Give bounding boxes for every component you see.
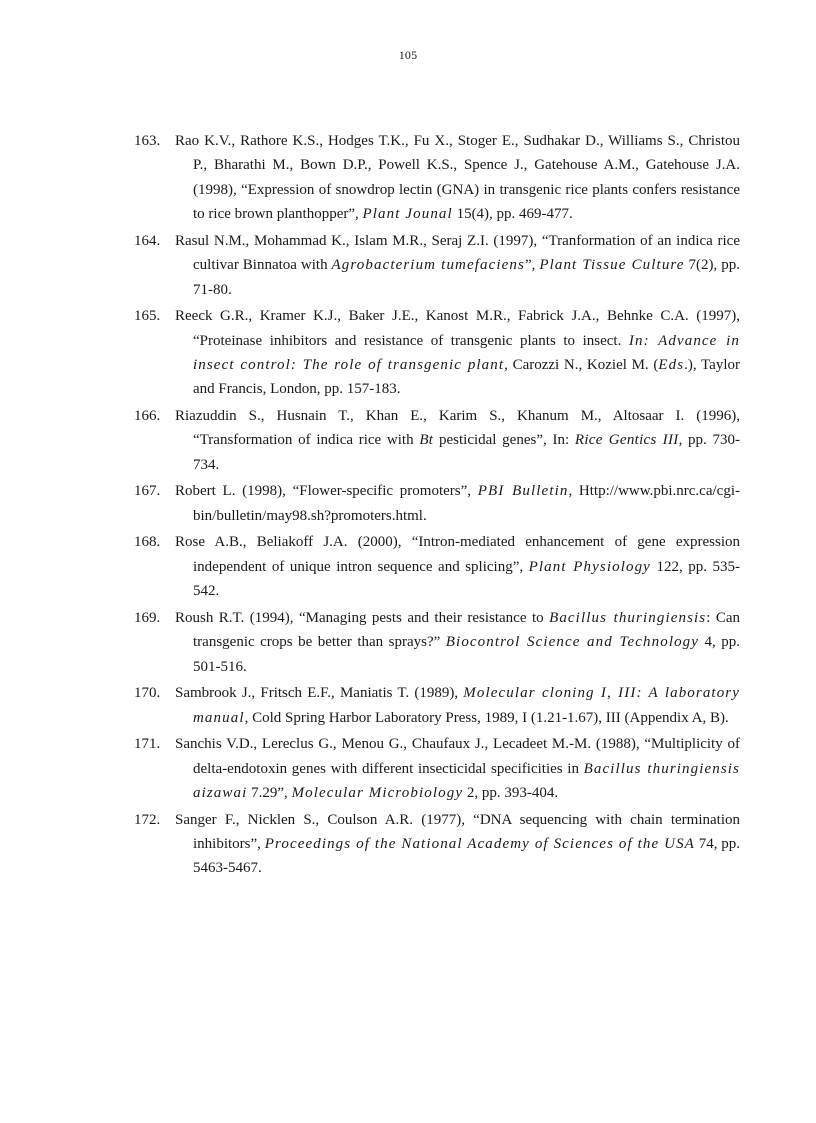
reference-text-segment: 122, pp. 535-542.: [193, 558, 741, 600]
reference-text-segment: , Cold Spring Harbor Laboratory Press, 1989, I (1.21-1.67), III (Appendix A, B).: [244, 709, 729, 726]
reference-number: 167.: [134, 483, 161, 500]
reference-text-segment: 4, pp. 501-516.: [193, 634, 741, 675]
reference-text-segment: : Can transgenic crops be better than sprays?”: [193, 609, 740, 651]
reference-number: 165.: [134, 308, 161, 325]
reference-italic-segment: Bacillus thuringiensis: [549, 609, 707, 626]
reference-text: [175, 229, 740, 302]
reference-text: [175, 479, 740, 528]
reference-text: [175, 304, 740, 402]
reference-text-segment: , Carozzi N., Koziel M. (: [504, 357, 659, 374]
reference-italic-segment: Molecular Microbiology: [291, 785, 464, 802]
reference-list: [134, 129, 740, 883]
reference-number: 171.: [134, 736, 161, 753]
reference-text-segment: 2, pp. 393-404.: [463, 785, 559, 802]
reference-text-segment: Rose A.B., Beliakoff J.A. (2000), “Intron-mediated enhancement of gene expression independent of unique intron sequence and splicing”,: [175, 534, 740, 575]
reference-italic-segment: Plant Jounal: [362, 206, 453, 223]
reference-entry: [134, 129, 740, 227]
reference-number: 164.: [134, 232, 161, 249]
reference-text: [175, 808, 740, 881]
reference-number: 170.: [134, 685, 161, 702]
reference-text: [175, 129, 740, 227]
reference-number: 172.: [134, 811, 161, 828]
reference-text-segment: 7(2), pp. 71-80.: [193, 257, 740, 298]
reference-text: [175, 530, 741, 603]
reference-italic-segment: Bacillus thuringiensis aizawai: [193, 760, 740, 802]
reference-number: 163.: [134, 133, 161, 149]
reference-text-segment: Reeck G.R., Kramer K.J., Baker J.E., Kanost M.R., Fabrick J.A., Behnke C.A. (1997), “Proteinase inhibitors and resistance of transgenic plants to insect.: [175, 308, 740, 349]
reference-text-segment: ”,: [524, 257, 540, 274]
reference-text-segment: pesticidal genes”, In:: [433, 432, 575, 449]
reference-entry: [134, 304, 740, 402]
reference-italic-segment: Agrobacterium tumefaciens: [331, 257, 525, 274]
reference-entry: [134, 530, 740, 603]
reference-text: [175, 606, 741, 679]
reference-text: [175, 404, 740, 477]
reference-italic-segment: Molecular cloning I, III: A laboratory manual: [193, 685, 740, 726]
reference-number: 166.: [134, 408, 161, 425]
reference-text-segment: Rasul N.M., Mohammad K., Islam M.R., Seraj Z.I. (1997), “Tranformation of an indica rice cultivar Binnatoa with: [175, 232, 740, 274]
reference-entry: [134, 404, 740, 477]
reference-text: [175, 732, 740, 805]
reference-text-segment: Sanchis V.D., Lereclus G., Menou G., Chaufaux J., Lecadeet M.-M. (1988), “Multiplicity of delta-endotoxin genes with different insecticidal specificities in: [175, 736, 740, 777]
reference-text-segment: 74, pp. 5463-5467.: [193, 836, 740, 877]
reference-text-segment: Roush R.T. (1994), “Managing pests and their resistance to: [175, 609, 550, 626]
reference-italic-segment: In: Advance in insect control: The role of transgenic plant: [193, 332, 740, 374]
reference-italic-segment: Rice Gentics III: [574, 432, 679, 449]
reference-entry: [134, 732, 740, 805]
reference-italic-segment: Eds: [658, 357, 685, 374]
reference-text-segment: , pp. 730-734.: [193, 432, 740, 473]
reference-entry: [134, 681, 740, 730]
reference-number: 169.: [134, 609, 161, 626]
reference-text-segment: Sambrook J., Fritsch E.F., Maniatis T. (1989),: [175, 685, 464, 702]
reference-text-segment: .), Taylor and Francis, London, pp. 157-183.: [193, 357, 740, 398]
reference-entry: [134, 229, 740, 302]
reference-entry: [134, 808, 740, 881]
reference-italic-segment: Bt: [419, 432, 434, 449]
reference-italic-segment: Plant Tissue Culture: [539, 257, 685, 274]
reference-entry: [134, 479, 740, 528]
reference-text-segment: Rao K.V., Rathore K.S., Hodges T.K., Fu X., Stoger E., Sudhakar D., Williams S., Christou P., Bharathi M., Bown D.P., Powell K.S., Spence J., Gatehouse A.M., Gatehouse J.A. (1998), “Expression of snowdrop lectin (GNA) in transgenic rice plants confers resistance to rice brown planthopper”,: [175, 133, 740, 223]
page-number: 105: [398, 48, 418, 62]
reference-italic-segment: Proceedings of the National Academy of Sciences of the USA: [264, 836, 695, 853]
reference-italic-segment: PBI Bulletin: [477, 483, 569, 500]
reference-entry: [134, 606, 740, 679]
reference-text-segment: Riazuddin S., Husnain T., Khan E., Karim S., Khanum M., Altosaar I. (1996), “Transformation of indica rice with: [175, 408, 740, 449]
reference-number: 168.: [134, 534, 161, 551]
reference-text-segment: , Http://www.pbi.nrc.ca/cgi-bin/bulletin/may98.sh?promoters.html.: [193, 483, 740, 524]
reference-text-segment: 15(4), pp. 469-477.: [452, 206, 573, 223]
reference-text-segment: Sanger F., Nicklen S., Coulson A.R. (1977), “DNA sequencing with chain termination inhibitors”,: [175, 811, 740, 853]
reference-italic-segment: Plant Physiology: [528, 558, 651, 575]
reference-text-segment: Robert L. (1998), “Flower-specific promoters”,: [175, 483, 478, 500]
reference-italic-segment: Biocontrol Science and Technology: [445, 634, 700, 651]
reference-text: [175, 681, 740, 730]
reference-text-segment: 7.29”,: [247, 785, 292, 802]
